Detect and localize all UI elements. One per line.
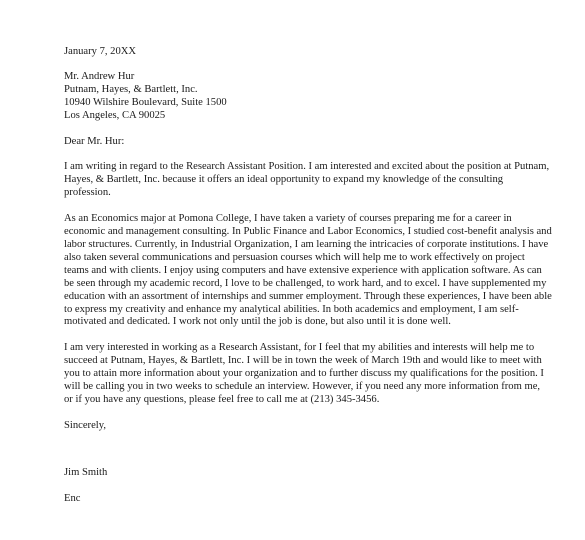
paragraph-line: you to attain more information about your organization and to further discuss my qualifications for the position. I	[64, 368, 544, 380]
paragraph-line: or if you have any questions, please feel free to call me at (213) 345-3456.	[64, 393, 380, 405]
paragraph-line: will be calling you in two weeks to schedule an interview. However, if you need any more information from me,	[64, 381, 541, 393]
paragraph-line: to express my creativity and enhance my analytical abilities. In both academics and employment, I am self-	[64, 303, 519, 315]
paragraph-line: also taken several communications and persuasion courses which will help me to work effectively on project	[64, 251, 525, 263]
letter-page	[64, 46, 564, 506]
enclosure-text: Enc	[64, 492, 81, 504]
recipient-city: Los Angeles, CA 90025	[64, 109, 166, 121]
salutation-text: Dear Mr. Hur:	[64, 135, 125, 147]
date-text: January 7, 20XX	[64, 46, 137, 57]
recipient-street: 10940 Wilshire Boulevard, Suite 1500	[64, 96, 227, 108]
body-paragraph-1	[64, 161, 564, 200]
paragraph-line: education with an assortment of internships and summer employment. Through these experiences, I have been able	[64, 290, 552, 302]
letter-date	[64, 46, 564, 59]
salutation	[64, 136, 564, 149]
paragraph-line: economic and management consulting. In Public Finance and Labor Economics, I studied cost-benefit analysis and	[64, 226, 552, 238]
paragraph-line: motivated and dedicated. I work not only until the job is done, but also until it is done well.	[64, 316, 451, 328]
closing	[64, 420, 564, 433]
paragraph-line: labor structures. Currently, in Industrial Organization, I am learning the intricacies of corporate institutions. I have	[64, 238, 549, 250]
paragraph-line: be seen through my academic record, I love to be challenged, to work hard, and to excel. I have supplemented my	[64, 277, 547, 289]
closing-text: Sincerely,	[64, 419, 106, 431]
signature	[64, 467, 564, 480]
paragraph-line: succeed at Putnam, Hayes, & Bartlett, Inc. I will be in town the week of March 19th and would like to meet with	[64, 355, 542, 367]
paragraph-line: profession.	[64, 187, 111, 199]
recipient-name: Mr. Andrew Hur	[64, 70, 135, 82]
recipient-company: Putnam, Hayes, & Bartlett, Inc.	[64, 83, 198, 95]
body-paragraph-3	[64, 342, 564, 407]
enclosure-note	[64, 493, 564, 506]
signature-name: Jim Smith	[64, 466, 108, 478]
paragraph-line: teams and with clients. I enjoy using computers and have extensive experience with application software. As can	[64, 264, 542, 276]
paragraph-line: Hayes, & Bartlett, Inc. because it offers an ideal opportunity to expand my knowledge of the consulting	[64, 174, 504, 186]
paragraph-line: As an Economics major at Pomona College, I have taken a variety of courses preparing me for a career in	[64, 213, 512, 225]
body-paragraph-2	[64, 213, 564, 329]
paragraph-line: I am very interested in working as a Research Assistant, for I feel that my abilities and interests will help me to	[64, 342, 535, 354]
recipient-address	[64, 71, 564, 123]
paragraph-line: I am writing in regard to the Research Assistant Position. I am interested and excited about the position at Putnam,	[64, 161, 550, 173]
